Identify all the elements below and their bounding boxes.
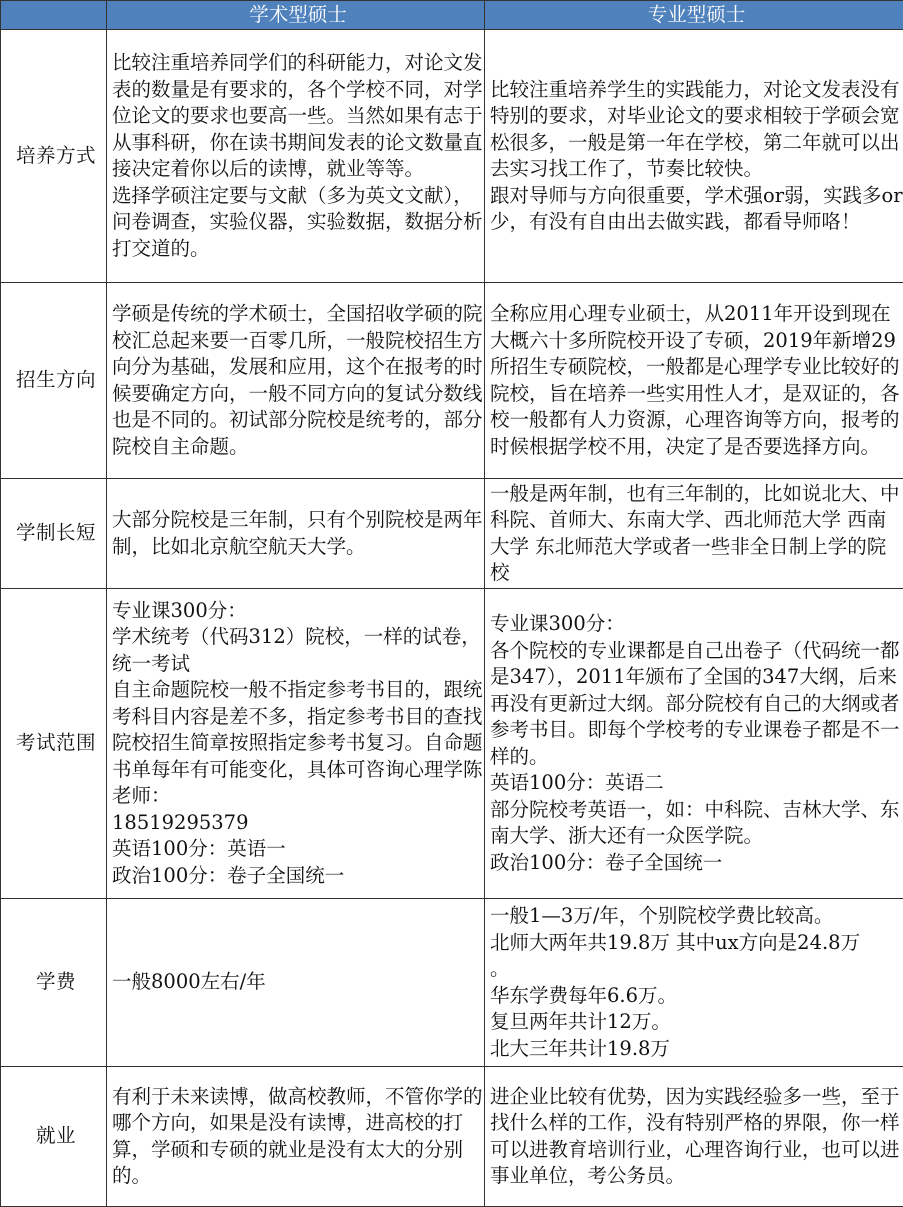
cell-paragraph: 英语100分：英语二 [490, 770, 903, 797]
row-enrollment [1, 283, 903, 479]
cell-paragraph: 专业课300分： [490, 611, 903, 638]
header-row [1, 1, 903, 30]
cell-exam-academic [107, 589, 485, 899]
cell-tuition-professional [485, 899, 903, 1067]
cell-duration-professional [485, 479, 903, 589]
cell-duration-academic [107, 479, 485, 589]
row-employment [1, 1067, 903, 1207]
cell-paragraph: 学硕是传统的学术硕士，全国招收学硕的院校汇总起来要一百零几所，一般院校招生方向分为基础，发展和应用，这个在报考的时候要确定方向，一般不同方向的复试分数线也是不同的。初试部分院校是统考的，部分院校自主命题。 [112, 301, 484, 460]
row-tuition [1, 899, 903, 1067]
cell-paragraph: 进企业比较有优势，因为实践经验多一些，至于找什么样的工作，没有特别严格的界限，你一样可以进教育培训行业，心理咨询行业，也可以进事业单位，考公务员。 [490, 1084, 903, 1190]
cell-enrollment-academic [107, 283, 485, 479]
cell-paragraph: 自主命题院校一般不指定参考书目的，跟统考科目内容是差不多，指定参考书目的查找院校招生简章按照指定参考书复习。自命题书单每年有可能变化，具体可咨询心理学陈老师： [112, 677, 484, 810]
cell-paragraph: 全称应用心理专业硕士，从2011年开设到现在大概六十多所院校开设了专硕，2019年新增29所招生专硕院校，一般都是心理学专业比较好的院校，旨在培养一些实用性人才，是双证的，各校一般都有人力资源，心理咨询等方向，报考的时候根据学校不用，决定了是否要选择方向。 [490, 301, 903, 460]
cell-paragraph: 跟对导师与方向很重要，学术强or弱，实践多or少，有没有自由出去做实践，都看导师咯！ [490, 183, 903, 236]
header-corner [1, 1, 107, 30]
cell-training-professional [485, 30, 903, 283]
cell-paragraph: 英语100分：英语一 [112, 836, 484, 863]
cell-paragraph: 政治100分：卷子全国统一 [490, 850, 903, 877]
cell-paragraph: 复旦两年共计12万。 [490, 1009, 903, 1036]
cell-paragraph: 有利于未来读博，做高校教师，不管你学的哪个方向，如果是没有读博，进高校的打算，学硕和专硕的就业是没有太大的分别的。 [112, 1084, 484, 1190]
row-duration [1, 479, 903, 589]
cell-employment-professional [485, 1067, 903, 1207]
cell-training-academic [107, 30, 485, 283]
row-label-employment: 就业 [1, 1067, 107, 1207]
cell-paragraph: 学术统考（代码312）院校，一样的试卷，统一考试 [112, 624, 484, 677]
row-label-exam: 考试范围 [1, 589, 107, 899]
cell-paragraph: 专业课300分： [112, 598, 484, 625]
cell-paragraph: 北大三年共计19.8万 [490, 1036, 903, 1063]
cell-paragraph: 一般8000左右/年 [112, 969, 484, 996]
cell-tuition-academic [107, 899, 485, 1067]
row-exam [1, 589, 903, 899]
cell-paragraph: 大部分院校是三年制，只有个别院校是两年制，比如北京航空航天大学。 [112, 507, 484, 560]
cell-paragraph: 一般1—3万/年，个别院校学费比较高。 [490, 903, 903, 930]
cell-enrollment-professional [485, 283, 903, 479]
cell-paragraph: 18519295379 [112, 810, 484, 837]
cell-paragraph: 比较注重培养学生的实践能力，对论文发表没有特别的要求，对毕业论文的要求相较于学硕会宽松很多，一般是第一年在学校，第二年就可以出去实习找工作了，节奏比较快。 [490, 77, 903, 183]
cell-paragraph: 各个院校的专业课都是自己出卷子（代码统一都是347），2011年颁布了全国的347大纲，后来再没有更新过大纲。部分院校有自己的大纲或者参考书目。即每个学校考的专业课卷子都是不一样的。 [490, 638, 903, 771]
cell-paragraph: 华东学费每年6.6万。 [490, 983, 903, 1010]
row-label-duration: 学制长短 [1, 479, 107, 589]
row-label-training: 培养方式 [1, 30, 107, 283]
header-professional-master: 专业型硕士 [485, 1, 903, 30]
row-training [1, 30, 903, 283]
cell-paragraph: 比较注重培养同学们的科研能力，对论文发表的数量是有要求的，各个学校不同，对学位论文的要求也要高一些。当然如果有志于从事科研，你在读书期间发表的论文数量直接决定着你以后的读博，就业等等。 [112, 50, 484, 183]
cell-paragraph: 一般是两年制，也有三年制的，比如说北大、中科院、首师大、东南大学、西北师范大学 西南大学 东北师范大学或者一些非全日制上学的院校 [490, 481, 903, 587]
cell-paragraph: 。 [490, 956, 903, 983]
cell-paragraph: 选择学硕注定要与文献（多为英文文献），问卷调查，实验仪器，实验数据，数据分析打交道的。 [112, 183, 484, 263]
cell-paragraph: 政治100分：卷子全国统一 [112, 863, 484, 890]
header-academic-master: 学术型硕士 [107, 1, 485, 30]
row-label-enrollment: 招生方向 [1, 283, 107, 479]
row-label-tuition: 学费 [1, 899, 107, 1067]
cell-paragraph: 北师大两年共19.8万 其中ux方向是24.8万 [490, 930, 903, 957]
cell-exam-professional [485, 589, 903, 899]
cell-paragraph: 部分院校考英语一，如：中科院、吉林大学、东南大学、浙大还有一众医学院。 [490, 797, 903, 850]
cell-employment-academic [107, 1067, 485, 1207]
